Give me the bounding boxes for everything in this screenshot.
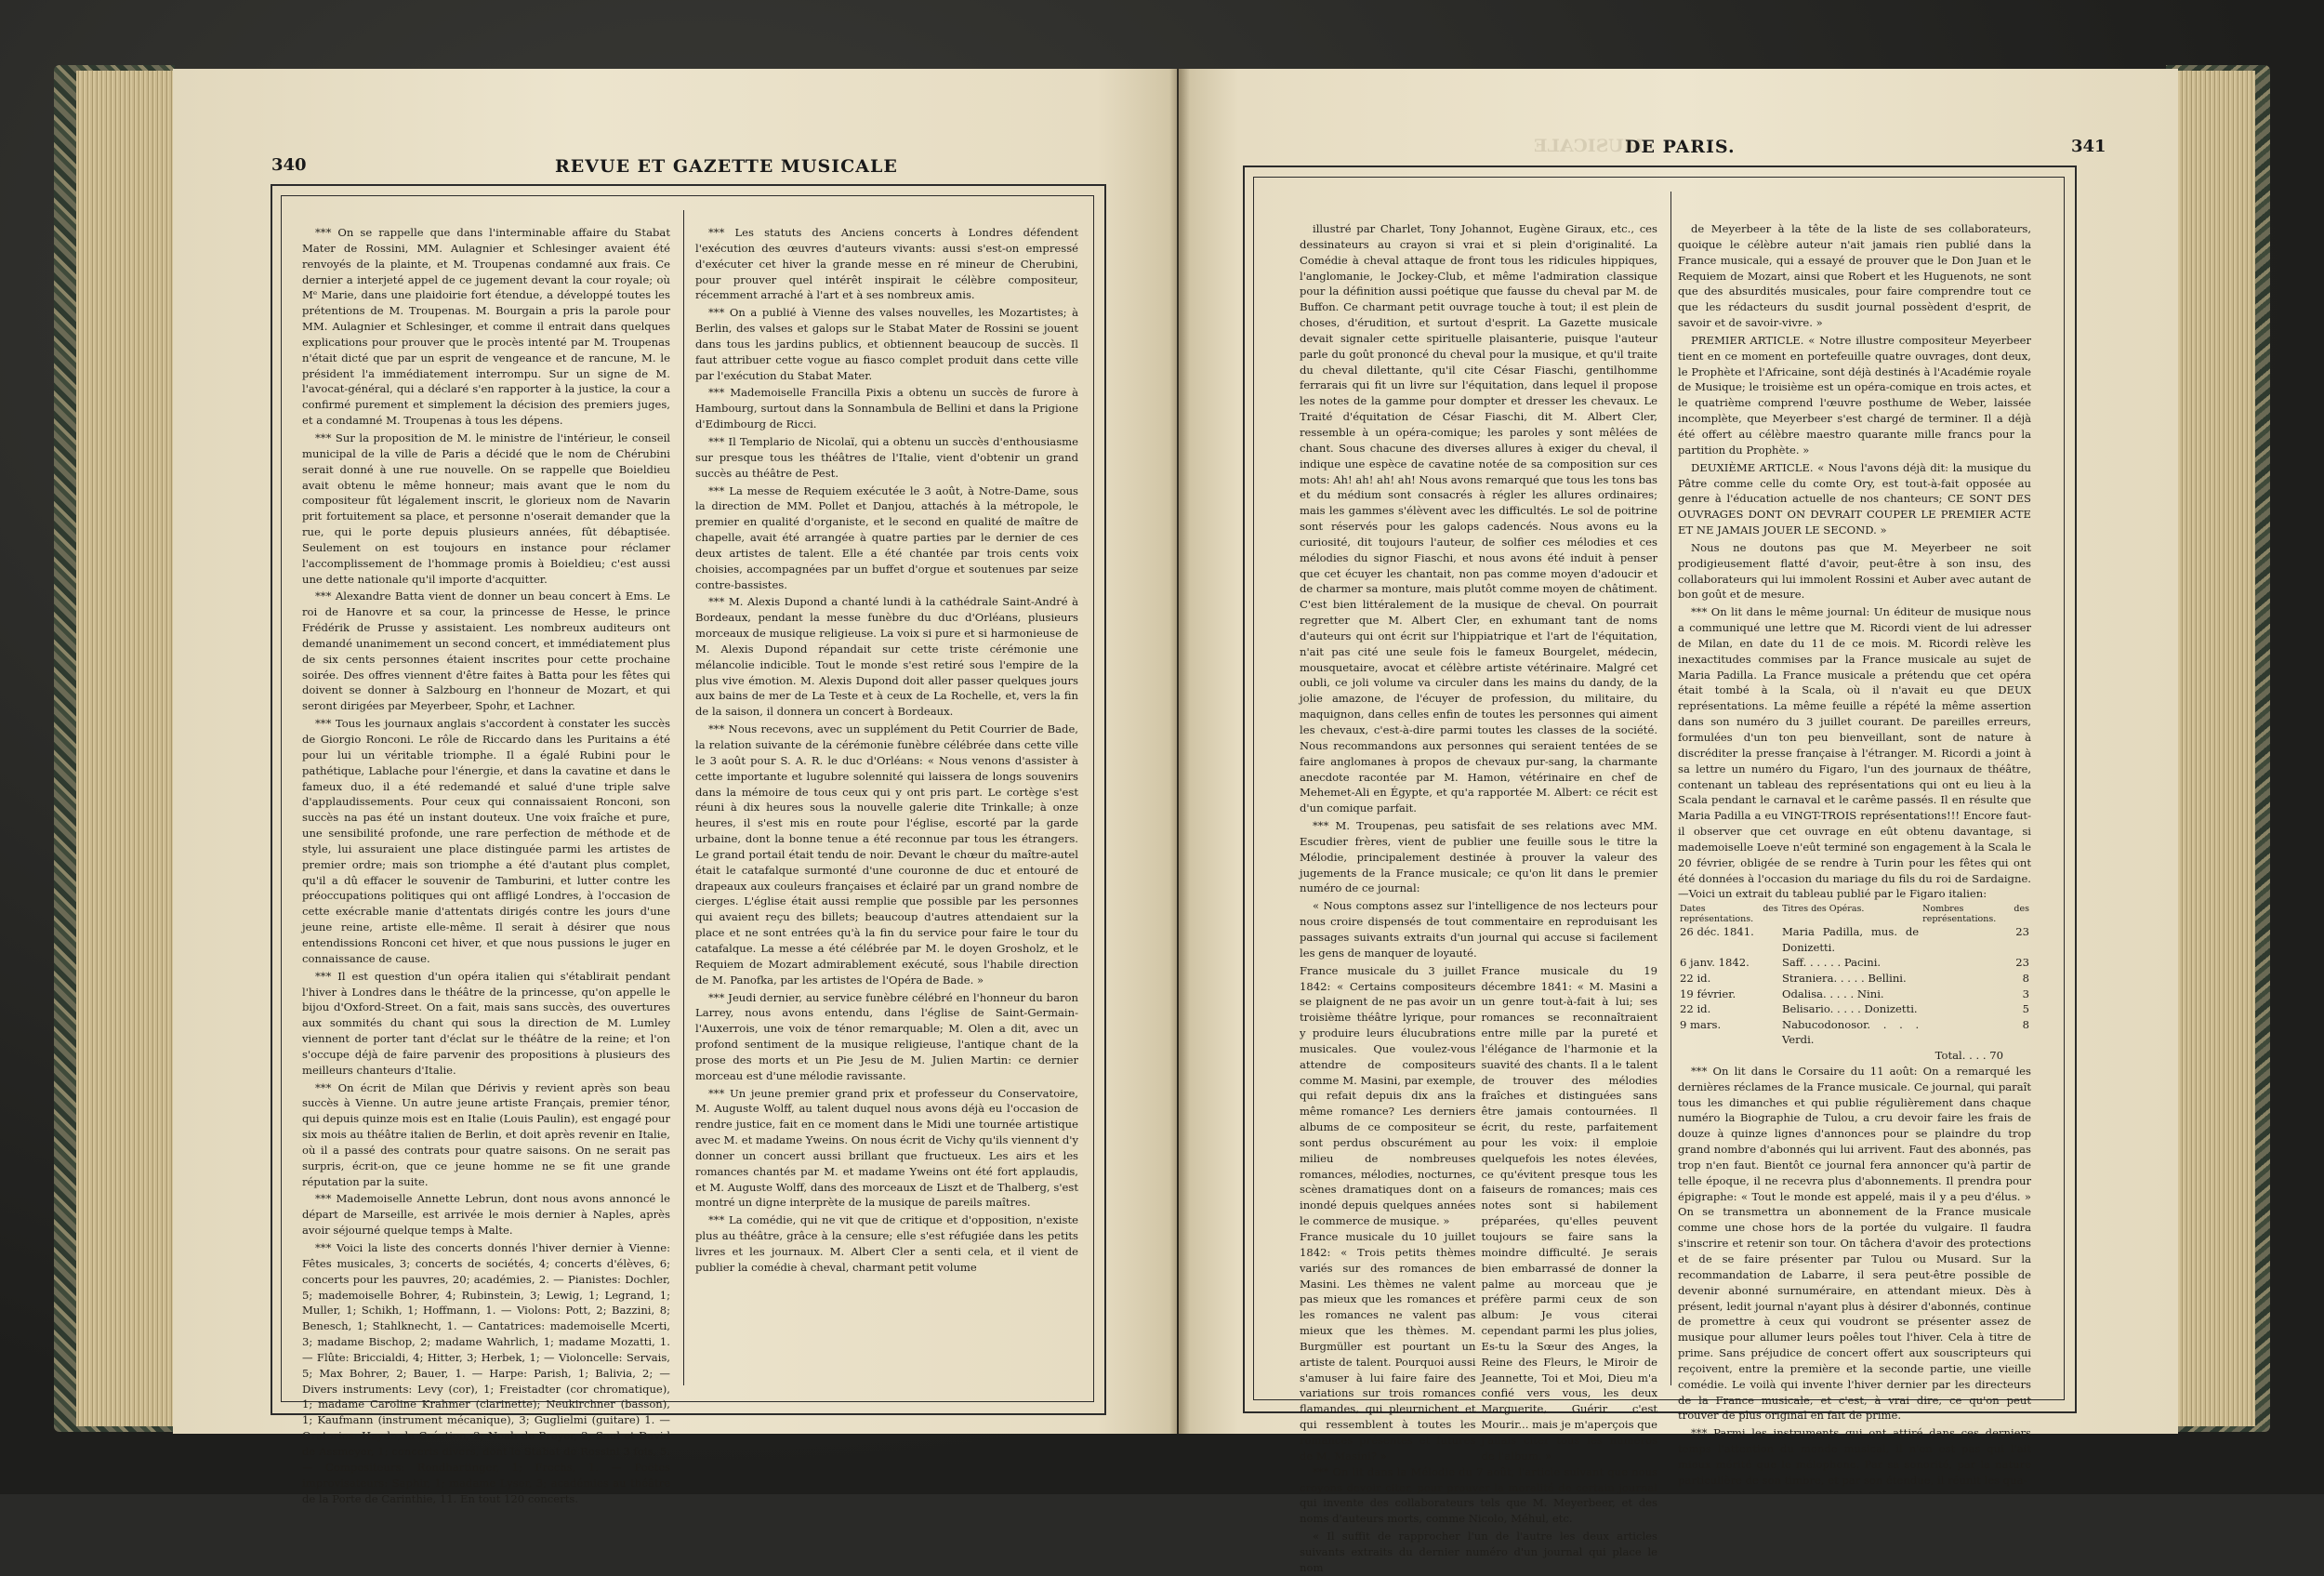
page-edges-left bbox=[76, 71, 178, 1426]
news-item: *** On lit dans le même journal: Un éditeur de musique nous a communiqué une lettre que M. Ricordi vient de lui adresser de Milan, en date du 11 de ce mois. M. Ricordi relève les inexactitudes commises par la France musicale au sujet de Maria Padilla. La France musicale a prétendu que cet opéra était tombé à la Scala, où il n'avait eu que DEUX représentations. La même feuille a répété la même assertion dans son numéro du 3 juillet courant. De pareilles erreurs, formulées d'un ton peu bienveillant, sont de nature à discréditer la presse française à l'étranger. M. Ricordi a joint à sa lettre un numéro du Figaro, l'un des journaux de théâtre, contenant un tableau des représentations qui ont eu lieu à la Scala pendant le carnaval et le carême passés. Il en résulte que Maria Padilla a eu VINGT-TROIS représentations!!! Encore faut-il observer que cet ouvrage en eût obtenu davantage, si mademoiselle Loeve n'eût terminé son engagement à la Scala le 20 février, obligée de se rendre à Turin pour les fêtes qui ont été données à l'occasion du mariage du fils du roi de Sardaigne.—Voici un extrait du tableau publié par le Figaro italien: bbox=[1678, 605, 2031, 901]
table-cell: 22 id. bbox=[1680, 1002, 1711, 1016]
table-row bbox=[1678, 1017, 2031, 1048]
news-item: Nous ne doutons pas que M. Meyerbeer ne soit prodigieusement flatté d'avoir, peut-être à son insu, des collaborateurs qui lui immolent Rossini et Auber avec autant de bon goût et de mesure. bbox=[1678, 540, 2031, 602]
table-header-cell: Dates des représentations. bbox=[1680, 904, 1778, 925]
table-row bbox=[1678, 924, 2031, 955]
news-item: *** Mademoiselle Annette Lebrun, dont nous avons annoncé le départ de Marseille, est arrivée le mois dernier à Naples, après avoir séjourné quelque temps à Malte. bbox=[302, 1192, 670, 1238]
show-through-header: MUSICALE bbox=[1534, 136, 1644, 156]
news-item: *** Jeudi dernier, au service funèbre célébré en l'honneur du baron Larrey, nous avons entendu, dans l'église de Saint-Germain-l'Auxerrois, une voix de ténor remarquable; M. Olen a dit, avec un profond sentiment de la musique religieuse, l'antique chant de la prose des morts et un Pie Jesu de M. Julien Martin: ce dernier morceau est d'une mélodie ravissante. bbox=[695, 990, 1078, 1082]
table-header-cell: Nombres des représentations. bbox=[1922, 904, 2029, 925]
news-item: « Nous comptons assez sur l'intelligence de nos lecteurs pour nous croire dispensés de tout commentaire en reproduisant les passages suivants extraits d'un journal qui accuse si facilement les gens de manquer de loyauté. bbox=[1300, 899, 1657, 960]
table-cell: 23 bbox=[2015, 925, 2029, 939]
table-cell: 3 bbox=[2022, 987, 2029, 1000]
quote-right: France musicale du 19 décembre 1841: « M. Masini a un genre tout-à-fait à lui; ses romances se reconnaîtraient entre mille par la pureté et l'élégance de l'harmonie et la suavité des chants. Il a le talent de trouver des mélodies fraîches et distinguées sans être jamais contournées. Il écrit, du reste, parfaitement pour les voix: il emploie quelquefois les notes élevées, ce qu'évitent presque tous les faiseurs de romances; mais ces notes sont si habilement préparées, qu'elles peuvent toujours se faire sans la moindre difficulté. Je serais bien embarrassé de donner la palme au morceau que je préfère parmi ceux de son album: Je vous citerai cependant parmi les plus jolies, Es-tu la Sœur des Anges, la Reine des Fleurs, le Miroir de Jeannette, Toi et Moi, Dieu m'a confié vers vous, les deux Marguerite, Guérir c'est Mourir... mais je m'aperçois que j'allais citer tous les numéros de l'album. » bbox=[1481, 963, 1657, 1463]
table-total: Total. . . . 70 bbox=[1934, 1049, 2003, 1063]
news-item: PREMIER ARTICLE. « Notre illustre compositeur Meyerbeer tient en ce moment en portefeuille quatre ouvrages, dont deux, le Prophète et l'Africaine, sont déjà destinés à l'Académie royale de Musique; le troisième est un opéra-comique en trois actes, et le quatrième comprend l'œuvre posthume de Weber, laissée incomplète, que Meyerbeer s'est chargé de terminer. Il a déjà été offert au célèbre maestro quarante mille francs pour la partition du Prophète. » bbox=[1678, 333, 2031, 457]
news-item: *** On écrit de Milan que Dérivis y revient après son beau succès à Vienne. Un autre jeune artiste Français, premier ténor, qui depuis quinze mois est en Italie (Louis Paulin), est engagé pour six mois au théâtre italien de Berlin, et doit après revenir en Italie, où il a passé des contrats pour quatre saisons. On ne serait pas surpris, écrit-on, que ce jeune homme ne se fit une grande réputation par la suite. bbox=[302, 1080, 670, 1188]
news-item: *** La messe de Requiem exécutée le 3 août, à Notre-Dame, sous la direction de MM. Pollet et Danjou, attachés à la métropole, le premier en qualité d'organiste, et le second en qualité de maître de chapelle, avait été arrangée à quatre parties par le dernier de ces deux artistes de talent. Elle a été chantée par trois cents voix choisies, accompagnées par un buffet d'orgue et soutenues par seize contre-bassistes. bbox=[695, 483, 1078, 591]
left-page-column-1 bbox=[302, 225, 670, 1505]
news-item: *** Mademoiselle Francilla Pixis a obtenu un succès de furore à Hambourg, surtout dans la Sonnambula de Bellini et dans la Prigione d'Edimbourg de Ricci. bbox=[695, 386, 1078, 431]
table-cell: Odalisa. . . . . Nini. bbox=[1781, 987, 1884, 1000]
table-cell: 22 id. bbox=[1680, 972, 1711, 986]
news-item: *** Tous les journaux anglais s'accordent à constater les succès de Giorgio Ronconi. Le rôle de Riccardo dans les Puritains a été pour lui un véritable triomphe. Il a égalé Rubini pour le pathétique, Lablache pour l'énergie, et dans la cavatine et dans le fameux duo, il a été redemandé et salué d'une triple salve d'applaudissements. Pour ceux qui connaissaient Ronconi, son succès na pas été un instant douteux. Une voix fraîche et pure, une sensibilité profonde, une rare perfection de méthode et de style, lui assuraient une place distinguée parmi les artistes de premier ordre; mais son triomphe a été d'autant plus complet, qu'il a dû effacer le souvenir de Tamburini, et lutter contre les préoccupations politiques qui ont affligé Londres, à l'occasion de cette exécrable manie d'attentats dirigés contre les jours d'une jeune reine, artiste elle-même. Il serait à désirer que nous entendissions Ronconi cet hiver, et que nous pussions le juger en connaissance de cause. bbox=[302, 717, 670, 965]
table-row bbox=[1678, 1001, 2031, 1017]
news-item: DEUXIÈME ARTICLE. « Nous l'avons déjà dit: la musique du Pâtre comme celle du comte Ory, est tout-à-fait opposée au genre à l'éducation actuelle de nos chanteurs; CE SONT DES OUVRAGES DONT ON DEVRAIT COUPER LE PREMIER ACTE ET NE JAMAIS JOUER LE SECOND. » bbox=[1678, 460, 2031, 537]
left-page-column-2 bbox=[695, 225, 1078, 1391]
table-cell: Straniera. . . . . Bellini. bbox=[1781, 972, 1907, 986]
quoted-articles bbox=[1300, 963, 1657, 1464]
news-item: *** M. Alexis Dupond a chanté lundi à la cathédrale Saint-André à Bordeaux, pendant la messe funèbre du duc d'Orléans, plusieurs morceaux de musique religieuse. La voix si pure et si harmonieuse de M. Alexis Dupond répandait sur cette triste cérémonie une mélancolie indicible. Tout le monde s'est retiré sous l'empire de la plus vive émotion. M. Alexis Dupond doit aller passer quelques jours aux bains de mer de La Teste et à ceux de La Rochelle, et, vers la fin de la saison, il donnera un concert à Bordeaux. bbox=[695, 595, 1078, 719]
left-column-rule bbox=[683, 210, 684, 1385]
table-cell: Maria Padilla, mus. de Donizetti. bbox=[1781, 925, 1920, 954]
quote-left: France musicale du 3 juillet 1842: « Certains compositeurs se plaignent de ne pas avoir un troisième théâtre lyrique, pour y produire leurs élucubrations musicales. Que voulez-vous attendre de compositeurs comme M. Masini, par exemple, qui refait depuis dix ans la même romance? Les derniers albums de ce compositeur se sont perdus obscurément au milieu de nombreuses romances, mélodies, nocturnes, scènes dramatiques dont on a inondé depuis quelques années le commerce de musique. » France musicale du 10 juillet 1842: « Trois petits thèmes variés sur des romances de Masini. Les thèmes ne valent pas mieux que les romances et les romances ne valent pas mieux que les thèmes. M. Burgmüller est pourtant un artiste de talent. Pourquoi aussi s'amuser à lui faire faire des variations sur trois romances flamandes, qui pleurnichent et qui ressemblent à toutes les romances présentes et futures de M. Masini? » bbox=[1300, 963, 1476, 1463]
table-cell: Nabucodonosor. . . . Verdi. bbox=[1781, 1017, 1920, 1047]
right-running-header: DE PARIS. bbox=[1625, 137, 1736, 157]
table-cell: 9 mars. bbox=[1680, 1017, 1722, 1031]
table-row bbox=[1678, 955, 2031, 971]
news-item: *** La comédie, qui ne vit que de critique et d'opposition, n'existe plus au théâtre, grâce à la censure; elle s'est réfugiée dans les petits livres et les journaux. M. Albert Cler a senti cela, et il vient de publier la comédie à cheval, charmant petit volume bbox=[695, 1213, 1078, 1274]
table-cell: 8 bbox=[2022, 972, 2029, 986]
right-page-column-2 bbox=[1678, 221, 2031, 1487]
news-item: illustré par Charlet, Tony Johannot, Eugène Giraux, etc., ces dessinateurs au crayon si vrai et si plein d'originalité. La Comédie à cheval attaque de front tous les ridicules hippiques, l'anglomanie, le Jockey-Club, et même l'admiration classique pour la définition aussi poétique que fausse du cheval par M. de Buffon. Ce charmant petit ouvrage touche à tout; il est plein de choses, d'érudition, et surtout d'esprit. La Gazette musicale devait signaler cette spirituelle plaisanterie, puisque l'auteur parle du goût prononcé du cheval pour la musique, et qu'il traite du cheval dilettante, qu'il cite César Fiaschi, gentilhomme ferrarais qui fit un livre sur l'équitation, dans lequel il propose les notes de la gamme pour dompter et dresser les chevaux. Le Traité d'équitation de César Fiaschi, dit M. Albert Cler, ressemble à un opéra-comique; les paroles y sont mêlées de chant. Sous chacune des diverses allures à exiger du cheval, il indique une espèce de cavatine notée de sa composition sur ces mots: Ah! ah! ah! ah! Nous avons remarqué que tous les tons bas et du médium sont consacrés à régler les allures ordinaires; mais les gammes s'élèvent avec les difficultés. Le sol de poitrine sont réservés pour les galops cadencés. Nous avons eu la curiosité, dit toujours l'auteur, de solfier ces mélodies et ces mélodies du signor Fiaschi, et nous avons été induit à penser que cet écuyer les chantait, non pas comme moyen d'adoucir et de charmer sa monture, mais plutôt comme moyen de châtiment. C'est bien littéralement de la musique de cheval. On pourrait regretter que M. Albert Cler, en exhumant tant de noms d'auteurs qui ont écrit sur l'hippiatrique et l'art de l'équitation, n'ait pas cité une seule fois le fameux Bourgelet, médecin, mousquetaire, avocat et célèbre artiste vétérinaire. Malgré cet oubli, ce joli volume va circuler dans les mains du dandy, de la jolie amazone, de l'écuyer de profession, du militaire, du maquignon, dans celles enfin de toutes les personnes qui aiment les chevaux, c'est-à-dire parmi toutes les classes de la société. Nous recommandons aux personnes qui seraient tentées de se faire anglomanes à propos de chevaux pur-sang, la charmante anecdote racontée par M. Hamon, vétérinaire en chef de Mehemet-Ali en Égypte, et qu'a rapportée M. Albert: ce récit est d'un comique parfait. bbox=[1300, 222, 1657, 815]
news-item: *** Alexandre Batta vient de donner un beau concert à Ems. Le roi de Hanovre et sa cour, la princesse de Hesse, le prince Frédérik de Prusse y assistaient. Les nombreux auditeurs ont demandé unanimement un second concert, et immédiatement plus de six cents personnes étaient inscrites pour cette prochaine soirée. Des offres viennent d'être faites à Batta pour les fêtes qui doivent se donner à Salzbourg en l'honneur de Mozart, et qui seront dirigées par Meyerbeer, Spohr, et Lachner. bbox=[302, 589, 670, 713]
left-page-number: 340 bbox=[271, 155, 307, 175]
news-item: *** Il est question d'un opéra italien qui s'établirait pendant l'hiver à Londres dans le théâtre de la princesse, qu'on appelle le bijou d'Oxford-Street. On a fait, mais sans succès, des ouvertures aux sommités du chant qui sous la direction de M. Lumley viennent de porter tant d'éclat sur le théâtre de la reine; et l'on s'occupe déjà de faire parvenir des propositions à plusieurs des meilleurs chanteurs d'Italie. bbox=[302, 969, 670, 1077]
table-cell: 6 janv. 1842. bbox=[1680, 956, 1750, 970]
news-item: de Meyerbeer à la tête de la liste de ses collaborateurs, quoique le célèbre auteur n'ait jamais rien publié dans la France musicale, qui a essayé de prouver que le Don Juan et le Requiem de Mozart, ainsi que Robert et les Huguenots, ne sont que des absurdités musicales, pour faire comprendre tout ce que les rédacteurs du susdit journal possèdent d'esprit, de savoir et de savoir-vivre. » bbox=[1678, 222, 2031, 330]
performances-table bbox=[1678, 904, 2031, 1048]
page-edges-right bbox=[2166, 71, 2255, 1426]
news-item: « Il suffit de rapprocher l'un de l'autre les deux articles suivants extraits du dernier numéro d'un journal qui place le nom bbox=[1300, 1530, 1657, 1574]
table-cell: 8 bbox=[2022, 1017, 2029, 1031]
news-item: *** Parmi les instruments qui ont attiré dans ces derniers temps l'attention du monde musical, il n'en est pas qui l'ait mieux mérité que le mélophone. Par sa sonorité, par la nature particulière de son timbre, et par son étendue, il réunit les qua- bbox=[1678, 1426, 2031, 1487]
table-cell: 23 bbox=[2015, 956, 2029, 970]
right-column-rule bbox=[1670, 192, 1671, 1385]
news-item: *** Il Templario de Nicolaï, qui a obtenu un succès d'enthousiasme sur presque tous les théâtres de l'Italie, vient d'obtenir un grand succès au théâtre de Pest. bbox=[695, 434, 1078, 480]
right-page-number: 341 bbox=[2071, 137, 2106, 156]
table-row bbox=[1678, 971, 2031, 987]
news-item: *** Un jeune premier grand prix et professeur du Conservatoire, M. Auguste Wolff, au talent duquel nous avons déjà eu l'occasion de rendre justice, fait en ce moment dans le Midi une tournée artistique avec M. et madame Yweins. On nous écrit de Vichy qu'ils viennent d'y donner un concert aussi brillant que fructueux. Les airs et les romances chantés par M. et madame Yweins ont été fort applaudis, et M. Auguste Wolff, dans des morceaux de Liszt et de Thalberg, s'est montré un digne interprète de la musique de pareils maîtres. bbox=[695, 1086, 1078, 1210]
table-cell: Belisario. . . . . Donizetti. bbox=[1781, 1002, 1918, 1016]
news-item: *** M. Troupenas, peu satisfait de ses relations avec MM. Escudier frères, vient de publier une feuille sous le titre la Mélodie, principalement destinée à prouver la valeur des jugements de la France musicale; ce qu'on lit dans le premier numéro de ce journal: bbox=[1300, 819, 1657, 895]
left-running-header: REVUE ET GAZETTE MUSICALE bbox=[555, 156, 898, 177]
news-item: *** On lit dans le Corsaire du 11 août: On a remarqué les dernières réclames de la France musicale. Ce journal, qui paraît tous les dimanches et qui publie régulièrement dans chaque numéro la Biographie de Tulou, a cru devoir faire les frais de douze à quinze lignes d'annonces pour se plaindre du trop grand nombre d'abonnés qui lui arrivent. Faut des abonnés, pas trop n'en faut. Bientôt ce journal fera annoncer qu'à partir de telle époque, il ne recevra plus d'abonnements. Il prendra pour épigraphe: « Tout le monde est appelé, mais il y a peu d'élus. » On se transmettra un abonnement de la France musicale comme une chose hors de la portée du vulgaire. Il faudra s'inscrire et retenir son tour. On tâchera d'avoir des protections et de se faire présenter par Tulou ou Musard. Sur la recommandation de Labarre, il sera peut-être possible de devenir abonné surnuméraire, en attendant mieux. Dès à présent, ledit journal n'ayant plus à désirer d'abonnés, continue de promettre à ceux qui voudront se présenter assez de musique pour allumer leurs poêles tout l'hiver. Cela à titre de prime. Sans préjudice de concert offert aux souscripteurs qui reçoivent, entre la première et la seconde partie, une vieille comédie. Le voilà qui invente l'hiver dernier par les directeurs de la France musicale, et c'est, à vrai dire, ce qu'on peut trouver de plus original en fait de prime. bbox=[1678, 1064, 2031, 1423]
right-page-column-1 bbox=[1300, 221, 1657, 1574]
news-item: *** Voici la liste des concerts donnés l'hiver dernier à Vienne: Fêtes musicales, 3; concerts de sociétés, 4; concerts d'élèves, 6; concerts pour les pauvres, 20; académies, 2. — Pianistes: Dochler, 5; mademoiselle Bohrer, 4; Rubinstein, 3; Lewig, 1; Legrand, 1; Muller, 1; Schikh, 1; Hoffmann, 1. — Violons: Pott, 2; Bazzini, 8; Benesch, 1; Stahlknecht, 1. — Cantatrices: mademoiselle Mcerti, 3; madame Bischop, 2; madame Wahrlich, 1; madame Mozatti, 1. — Flûte: Briccialdi, 4; Hitter, 3; Herbek, 1; — Violoncelle: Servais, 5; Max Bohrer, 2; Bauer, 1. — Harpe: Parish, 1; Balivia, 2; — Divers instruments: Levy (cor), 1; Freistadter (cor chromatique), 1; madame Caroline Krahmer (clarinette); Neukirchner (basson), 1; Kaufmann (instrument mécanique), 3; Guglielmi (guitare) 1. — Oratorios: Haydn, la Création, 2; Noah de Preyer, 2; Saul et David de Assmeyer, 1; concerts divers, dont le Stabat de Rossini 3 fois, 5. — Compositeurs: Rondhartinger, 1; Frechs, 1. — Poëtes improvisateurs: Saphir, 1; madame Lyser, 3; académies au théâtre de la Porte de Carinthie, 11. En tout 120 concerts. bbox=[302, 1241, 670, 1505]
table-row bbox=[1678, 987, 2031, 1002]
table-cell: 19 février. bbox=[1680, 987, 1736, 1000]
news-item: *** On se rappelle que dans l'interminable affaire du Stabat Mater de Rossini, MM. Aulagnier et Schlesinger avaient été renvoyés de la plainte, et M. Troupenas condamné aux frais. Ce dernier a interjeté appel de ce jugement devant la cour royale; où Mᵉ Marie, dans une plaidoirie fort étendue, a développé toutes les prétentions de M. Troupenas. M. Bourgain a pris la parole pour MM. Aulagnier et Schlesinger, et comme il entrait dans quelques explications pour prouver que le procès intenté par M. Troupenas n'était dicté que par un esprit de vengeance et de rancune, M. le président l'a immédiatement interrompu. Sur un signe de M. l'avocat-général, qui a déclaré s'en rapporter à la justice, la cour a confirmé purement et simplement la décision des premiers juges, et a condamné M. Troupenas à tous les dépens. bbox=[302, 226, 670, 428]
table-cell: Saff. . . . . . Pacini. bbox=[1781, 956, 1882, 970]
table-header-cell: Titres des Opéras. bbox=[1781, 904, 1865, 915]
news-item: *** Nous recevons, avec un supplément du Petit Courrier de Bade, la relation suivante de la cérémonie funèbre célébrée dans cette ville le 3 août pour S. A. R. le duc d'Orléans: « Nous venons d'assister à cette importante et lugubre solennité qui laissera de longs souvenirs dans la mémoire de tous ceux qui y ont pris part. Le cortège s'est réuni à dix heures sous la nouvelle galerie dite Trinkalle; à onze heures, il s'est mis en route pour l'église, escorté par la garde urbaine, dont la bonne tenue a été reconnue par tous les étrangers. Le grand portail était tendu de noir. Devant le chœur du maître-autel était le catafalque surmonté d'une couronne de duc et entouré de drapeaux aux couleurs françaises et éclairé par un grand nombre de cierges. L'église était aussi remplie que possible par les personnes qui avaient reçu des billets; beaucoup d'autres attendaient sur la place et ne sont entrées qu'à la fin du service pour faire le tour du catafalque. La messe a été célébrée par M. le doyen Grosholz, et le Requiem de Mozart admirablement exécuté, sous l'habile direction de M. Panofka, par les artistes de l'Opéra de Bade. » bbox=[695, 722, 1078, 987]
table-cell: 5 bbox=[2022, 1002, 2029, 1016]
table-cell: 26 déc. 1841. bbox=[1680, 925, 1754, 939]
news-item: *** On a publié à Vienne des valses nouvelles, les Mozartistes; à Berlin, des valses et galops sur le Stabat Mater de Rossini se jouent dans tous les jardins publics, et obtiennent beaucoup de succès. Il faut attribuer cette vogue au fiasco complet produit dans cette ville par l'exécution du Stabat Mater. bbox=[695, 306, 1078, 382]
news-item: *** Les statuts des Anciens concerts à Londres défendent l'exécution des œuvres d'auteurs vivants: aussi s'est-on empressé d'exécuter cet hiver la grande messe en ré mineur de Cherubini, pour prouver quel intérêt inspirait le célèbre compositeur, récemment arraché à l'art et à ses nombreux amis. bbox=[695, 226, 1078, 302]
book-gutter bbox=[1169, 69, 1190, 1434]
news-item: *** Sur la proposition de M. le ministre de l'intérieur, le conseil municipal de la ville de Paris a décidé que le nom de Chérubini serait donné à une rue nouvelle. On se rappelle que Boieldieu avait obtenu le même honneur; mais avant que le nom du compositeur fût légalement inscrit, le glorieux nom de Navarin prit fortuitement sa place, et personne n'oserait demander que la rue, qui le porte depuis plusieurs années, fût débaptisée. Seulement on est toujours en instance pour réclamer l'accomplissement de l'hommage promis à Boieldieu; c'est aussi une dette nationale qu'il importe d'acquitter. bbox=[302, 430, 670, 586]
news-item: *** On lit dans la Mélodie du 7 août, l'article suivant que nous croyons devoir citer, pour prouver la moralité de certain journal qui invente des collaborateurs tels que M. Meyerbeer, et des noms d'auteurs morts, comme Nicolo, Méhul, etc. bbox=[1300, 1464, 1657, 1526]
table-header-row bbox=[1678, 904, 2031, 924]
